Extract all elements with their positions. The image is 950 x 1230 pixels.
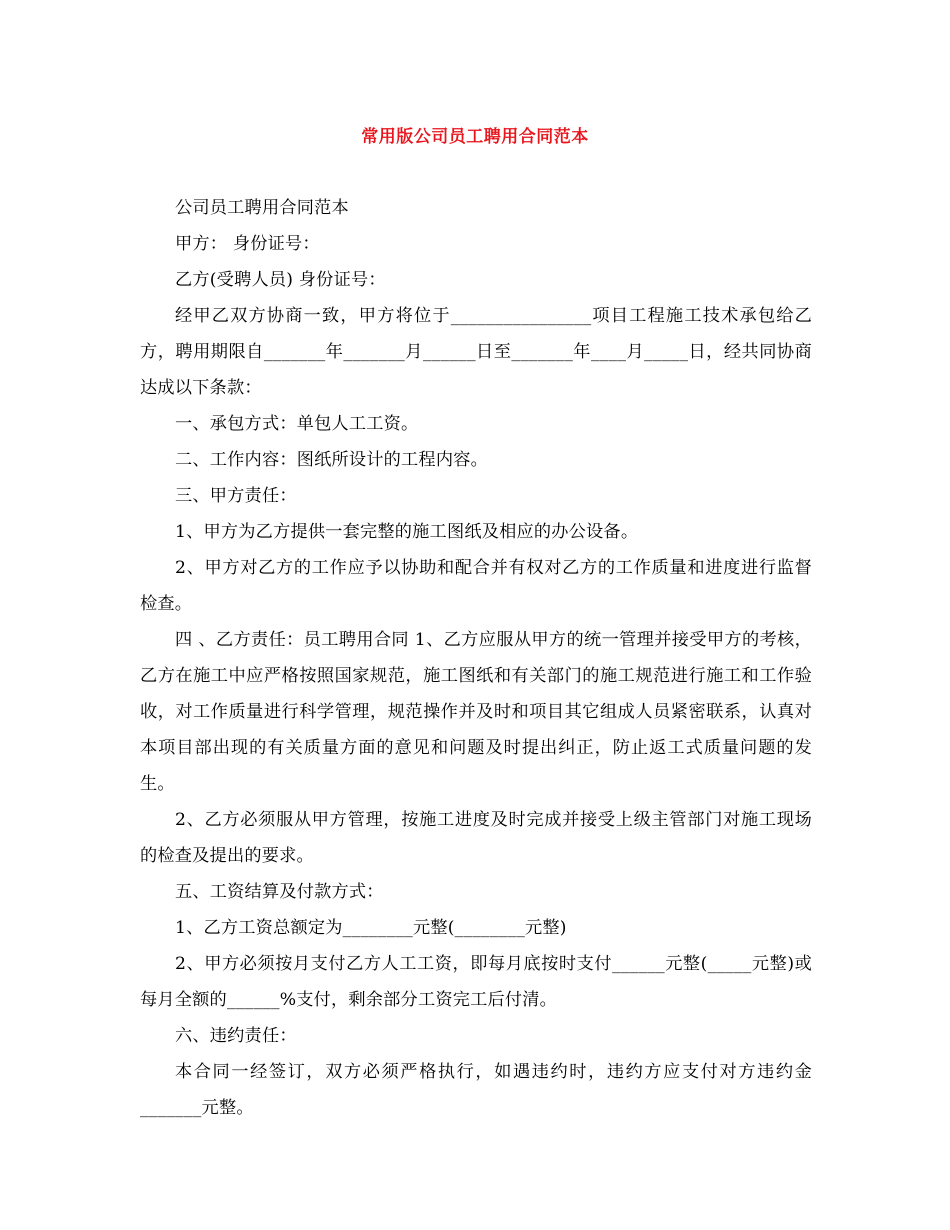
document-title: 常用版公司员工聘用合同范本: [361, 127, 589, 147]
paragraph-agreement-intro: 经甲乙双方协商一致，甲方将位于________________项目工程施工技术承包给乙方，聘用期限自_______年_______月______日至_______年____月_____日，经共同协商达成以下条款：: [140, 306, 812, 398]
paragraph-section-2: 二、工作内容：图纸所设计的工程内容。: [175, 450, 488, 470]
paragraph-section-3-item-1: 1、甲方为乙方提供一套完整的施工图纸及相应的办公设备。: [175, 522, 639, 542]
paragraph-section-4-item-2: 2、乙方必须服从甲方管理，按施工进度及时完成并接受上级主管部门对施工现场的检查及提出的要求。: [140, 810, 812, 866]
paragraph-section-5-item-1: 1、乙方工资总额定为________元整(________元整): [175, 918, 567, 938]
paragraph-section-6-body: 本合同一经签订，双方必须严格执行，如遇违约时，违约方应支付对方违约金_______元整。: [140, 1062, 812, 1118]
paragraph-section-3-heading: 三、甲方责任：: [175, 486, 297, 506]
paragraph-section-4: 四 、乙方责任：员工聘用合同 1、乙方应服从甲方的统一管理并接受甲方的考核，乙方在施工中应严格按照国家规范，施工图纸和有关部门的施工规范进行施工和工作验收，对工作质量进行科学管理，规范操作并及时和项目其它组成人员紧密联系，认真对本项目部出现的有关质量方面的意见和问题及时提出纠正，防止返工式质量问题的发生。: [140, 630, 812, 794]
paragraph-section-3-item-2: 2、甲方对乙方的工作应予以协助和配合并有权对乙方的工作质量和进度进行监督检查。: [140, 558, 812, 614]
paragraph-section-5-heading: 五、工资结算及付款方式：: [175, 882, 384, 902]
document-body: [140, 190, 812, 1126]
paragraph-party-a: 甲方： 身份证号：: [175, 234, 320, 254]
paragraph-section-6-heading: 六、违约责任：: [175, 1026, 297, 1046]
paragraph-section-5-item-2: 2、甲方必须按月支付乙方人工工资，即每月底按时支付______元整(_____元整)或每月全额的______%支付，剩余部分工资完工后付清。: [140, 954, 812, 1010]
paragraph-section-1: 一、承包方式：单包人工工资。: [175, 414, 419, 434]
paragraph-party-b: 乙方(受聘人员) 身份证号：: [175, 270, 386, 290]
paragraph-subtitle: 公司员工聘用合同范本: [175, 198, 349, 218]
